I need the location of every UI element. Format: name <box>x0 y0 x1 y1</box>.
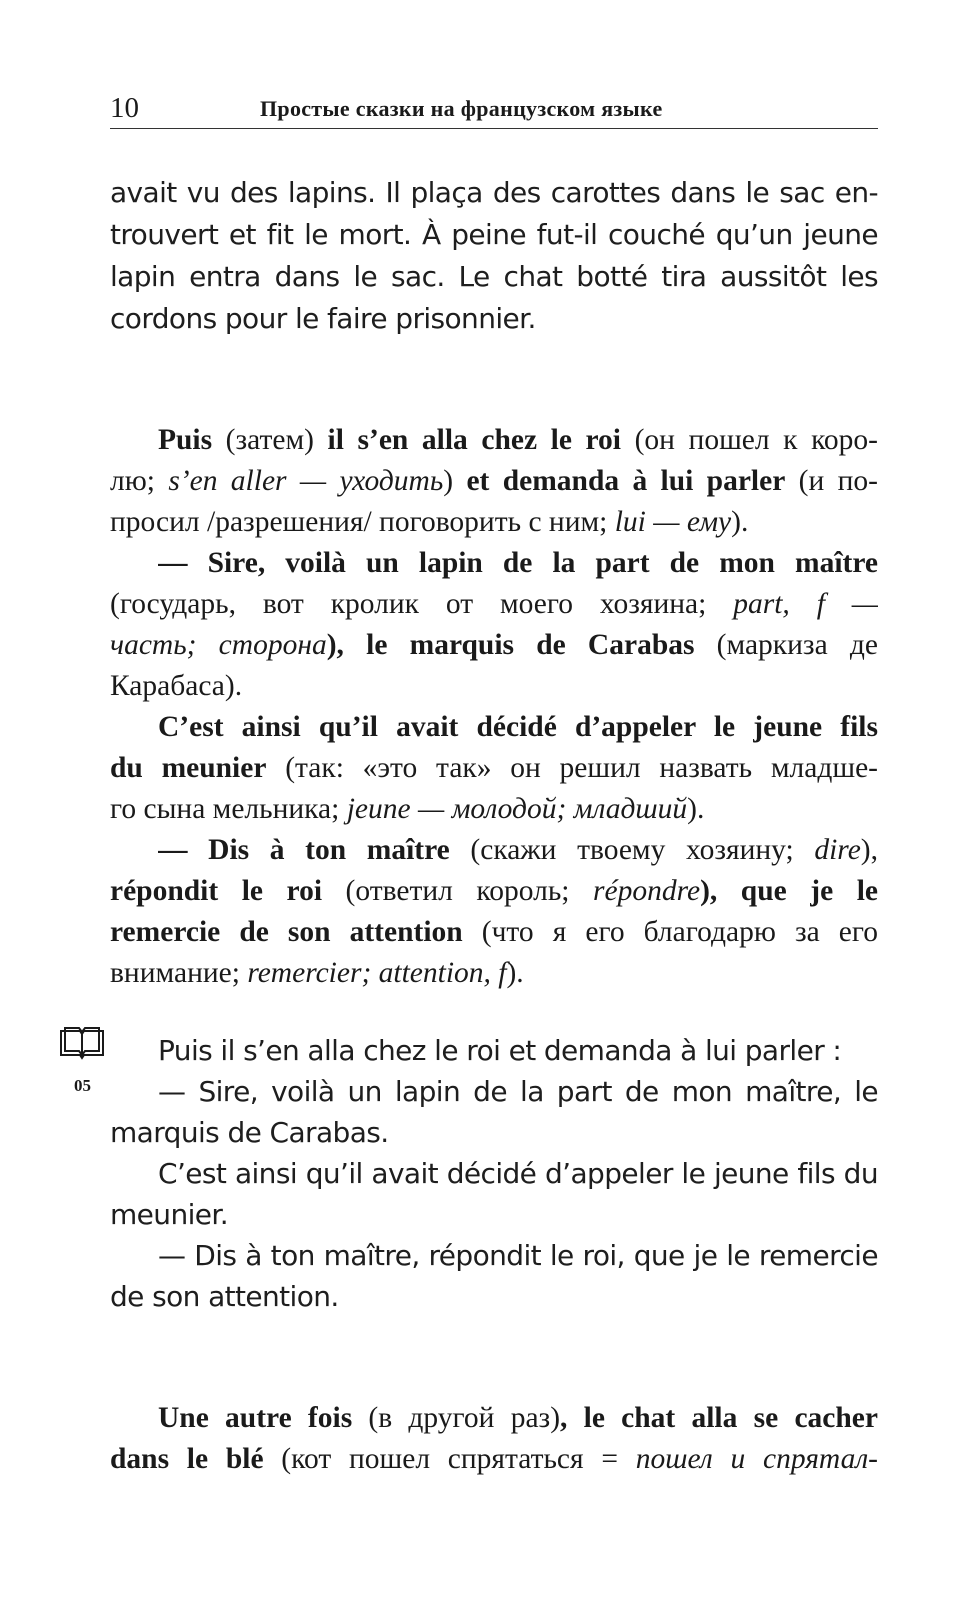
french-phrase: dans le blé <box>110 1443 264 1475</box>
translation: внимание; <box>110 957 248 989</box>
annotated-line <box>110 748 878 789</box>
translation: (маркиза де <box>694 629 878 661</box>
translation: Карабаса). <box>110 670 243 702</box>
vocab-note: часть; сторона <box>110 629 327 661</box>
vocab-note: lui — ему <box>614 506 732 538</box>
french-phrase: ), le marquis de Carabas <box>326 629 695 661</box>
french-phrase: Puis <box>158 424 213 456</box>
translation: ). <box>687 793 705 825</box>
text-line: C’est ainsi qu’il avait décidé d’appeler le jeune fils du <box>158 1157 878 1190</box>
annotated-line <box>110 502 878 543</box>
translation: го сына мельника; <box>110 793 347 825</box>
translation: (и по- <box>785 465 878 497</box>
annotated-line <box>110 789 878 830</box>
vocab-note: remercier; attention, f <box>247 957 507 989</box>
translation: ) <box>443 465 467 497</box>
translation: ). <box>731 506 749 538</box>
translation: (что я его благодарю за его <box>462 916 878 948</box>
text-line: avait vu des lapins. Il plaça des carottes dans le sac en- <box>110 176 878 209</box>
text-line: cordons pour le faire prisonnier. <box>110 302 536 335</box>
annotated-line <box>110 871 878 912</box>
translation: (он пошел к коро- <box>621 424 878 456</box>
page-number: 10 <box>110 92 139 124</box>
french-phrase: remercie de son attention <box>110 916 463 948</box>
annotated-line <box>110 461 878 502</box>
annotated-line <box>110 666 878 707</box>
text-line: — Dis à ton maître, répondit le roi, que je le remercie <box>158 1239 878 1272</box>
french-phrase: , le chat alla se cacher <box>560 1402 878 1434</box>
french-phrase: C’est ainsi qu’il avait décidé d’appeler le jeune fils <box>158 711 878 743</box>
translation: (затем) <box>212 424 328 456</box>
text-line: lapin entra dans le sac. Le chat botté tira aussitôt les <box>110 260 878 293</box>
text-line: — Sire, voilà un lapin de la part de mon maître, le <box>158 1075 878 1108</box>
translation: (в другой раз) <box>352 1402 561 1434</box>
french-phrase: répondit le roi <box>110 875 323 907</box>
annotated-line <box>110 584 878 625</box>
running-title: Простые сказки на французском языке <box>260 96 663 121</box>
translation: лю; <box>110 465 169 497</box>
translation: ), <box>860 834 878 866</box>
translation: ). <box>506 957 524 989</box>
text-line: meunier. <box>110 1198 229 1231</box>
vocab-note: пошел и спрятал- <box>635 1443 878 1475</box>
vocab-note: jeune — молодой; младший <box>346 793 688 825</box>
french-phrase: Une autre fois <box>158 1402 353 1434</box>
annotated-line <box>158 420 878 461</box>
annotated-line <box>158 707 878 748</box>
page-header <box>110 88 878 129</box>
translation: (кот пошел спрятаться = <box>263 1443 636 1475</box>
vocab-note: s’en aller — уходить <box>168 465 444 497</box>
translation: (скажи твоему хозяину; <box>449 834 815 866</box>
audio-track-number: 05 <box>74 1076 91 1095</box>
annotated-line <box>110 1439 878 1480</box>
translation: (так: «это так» он решил назвать младше- <box>266 752 878 784</box>
french-phrase: et demanda à lui parler <box>466 465 786 497</box>
book-icon <box>58 1026 106 1060</box>
annotated-line <box>158 830 878 871</box>
vocab-note: part, f — <box>733 588 878 620</box>
vocab-note: répondre <box>593 875 701 907</box>
translation: просил /разрешения/ поговорить с ним; <box>110 506 615 538</box>
translation: (ответил король; <box>322 875 594 907</box>
french-phrase: du meunier <box>110 752 267 784</box>
text-line: marquis de Carabas. <box>110 1116 389 1149</box>
french-phrase: — Sire, voilà un lapin de la part de mon maître <box>158 547 878 579</box>
french-phrase: ), que je le <box>700 875 878 907</box>
vocab-note: dire <box>814 834 861 866</box>
text-line: de son attention. <box>110 1280 339 1313</box>
text-line: trouvert et fit le mort. À peine fut-il couché qu’un jeune <box>110 218 878 251</box>
annotated-line <box>110 625 878 666</box>
annotated-line <box>158 1398 878 1439</box>
translation: (государь, вот кролик от моего хозяина; <box>110 588 734 620</box>
french-phrase: — Dis à ton maître <box>158 834 450 866</box>
annotated-line <box>158 543 878 584</box>
french-phrase: il s’en alla chez le roi <box>327 424 622 456</box>
annotated-line <box>110 953 878 994</box>
annotated-line <box>110 912 878 953</box>
text-line: Puis il s’en alla chez le roi et demanda à lui parler : <box>158 1034 842 1067</box>
